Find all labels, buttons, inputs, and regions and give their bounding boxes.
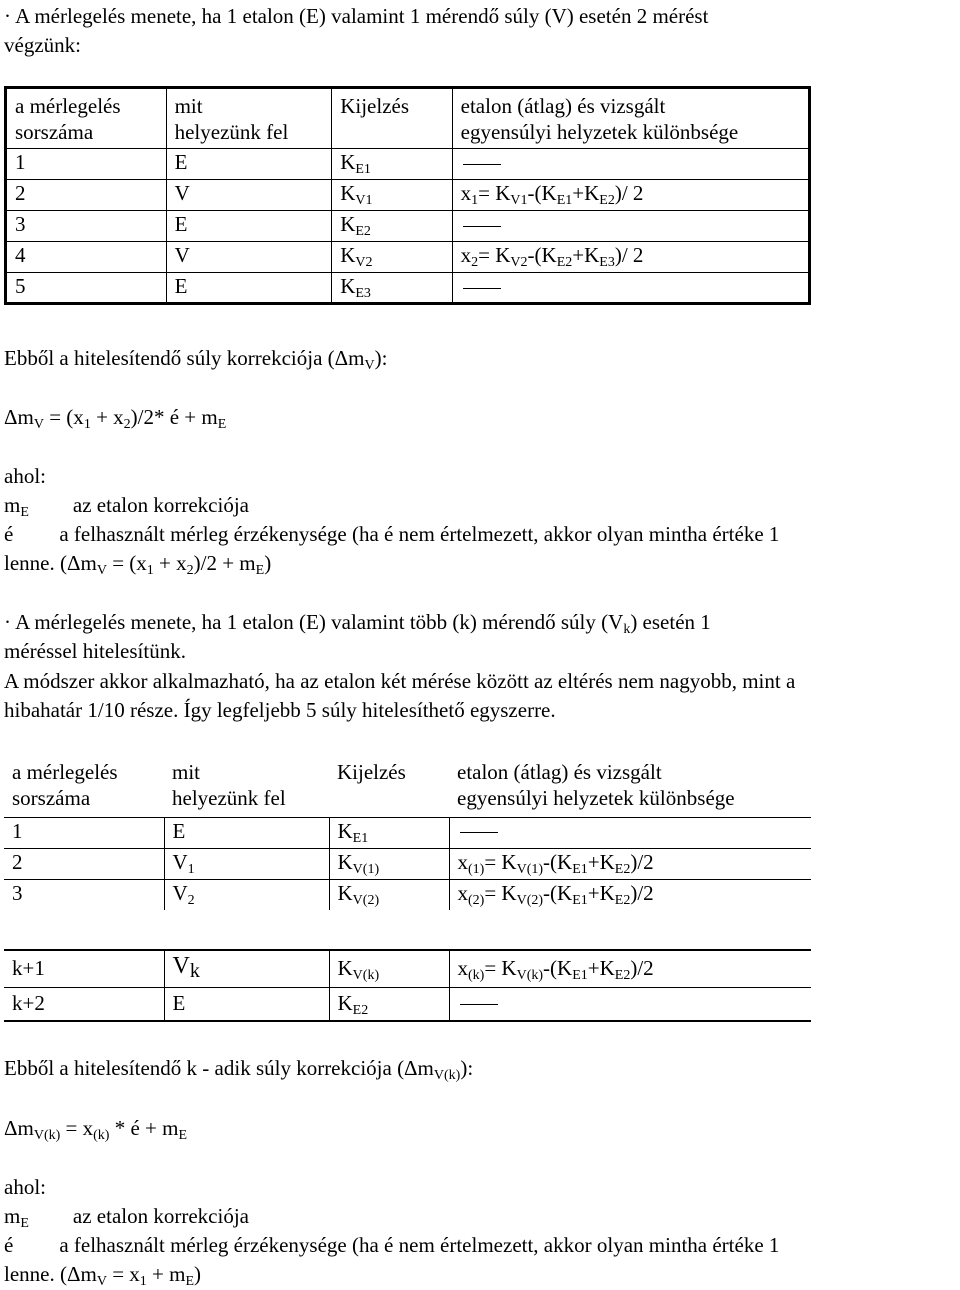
table-row: 5 E $K_{E3}$ (6, 273, 810, 304)
header-sequence: a mérlegelés sorszáma (12, 760, 118, 810)
dash-line (460, 1004, 498, 1005)
dash-line (460, 832, 498, 833)
e-definition-cont-1: lenne. $(\Delta m_V = (x_1 + x_2)/2 + m_E)$ (4, 551, 272, 578)
difference-formula: $x_2= K_{V2}-(K_{E2}+K_{E3})/$ 2 (452, 242, 809, 273)
table-header-row (4, 756, 811, 817)
table-row: 1 E $K_{E1}$ (6, 149, 810, 180)
difference-formula: $x_1= K_{V1}-(K_{E1}+K_{E2})/$ 2 (452, 180, 809, 211)
intro2-line3: A módszer akkor alkalmazható, ha az etalon két mérése között az eltérés nem nagyobb, mint a (4, 669, 796, 693)
header-display: Kijelzés (337, 760, 406, 784)
difference-formula: $x_{(1)}= K_{V(1)}-(K_{E1}+K_{E2})/2$ (449, 848, 811, 879)
correction-formula-2: $\Delta m_{V(k)} = x_{(k)}$ * é + $m_E$ (4, 1116, 188, 1143)
intro2-line1: · A mérlegelés menete, ha 1 etalon (E) valamint több (k) mérendő súly $(V_k)$ esetén 1 (4, 610, 711, 637)
measurement-table-2 (4, 756, 811, 910)
table-row: k+2 E $K_{E2}$ (4, 987, 811, 1021)
measurement-table-1 (4, 86, 811, 305)
intro1-line2: végzünk: (4, 33, 81, 57)
mE-definition-2: $m_E$ az etalon korrekciója (4, 1204, 249, 1231)
difference-formula: $x_{(2)}= K_{V(2)}-(K_{E1}+K_{E2})/2$ (449, 879, 811, 910)
table-row: 3 $V_2$ $K_{V(2)}$ $x_{(2)}= K_{V(2)}-(K_{E1}+K_{E2})/2$ (4, 879, 811, 910)
correction-intro-2: Ebből a hitelesítendő k - adik súly korrekciója $(\Delta m_{V(k)})$: (4, 1056, 474, 1083)
e-definition-cont-2: lenne. $(\Delta m_V = x_1 + m_E)$ (4, 1262, 202, 1289)
mE-definition-1: $m_E$ az etalon korrekciója (4, 493, 249, 520)
e-definition-2: é a felhasznált mérleg érzékenysége (ha é nem értelmezett, akkor olyan mintha értéke 1 (4, 1233, 780, 1257)
header-sequence: a mérlegelés sorszáma (6, 88, 167, 149)
intro2-line4: hibahatár 1/10 része. Így legfeljebb 5 súly hitelesíthető egyszerre. (4, 698, 556, 722)
ahol-label-2: ahol: (4, 1175, 46, 1199)
dash-line (463, 164, 501, 165)
table-row: 2 V $K_{V1}$ $x_1= K_{V1}-(K_{E1}+K_{E2})/$ 2 (6, 180, 810, 211)
e-definition-1: é a felhasznált mérleg érzékenysége (ha é nem értelmezett, akkor olyan mintha értéke 1 (4, 522, 780, 546)
header-difference: etalon (átlag) és vizsgált egyensúlyi helyzetek különbsége (457, 760, 735, 810)
difference-formula: $x_{(k)}= K_{V(k)}-(K_{E1}+K_{E2})/2$ (449, 950, 811, 987)
ahol-label-1: ahol: (4, 464, 46, 488)
header-display: Kijelzés (332, 88, 452, 149)
correction-intro-1: Ebből a hitelesítendő súly korrekciója $(\Delta m_V)$: (4, 346, 388, 373)
measurement-table-3 (4, 949, 811, 1022)
header-placed: mit helyezünk fel (172, 760, 286, 810)
table-row: k+1 $V_k$ $K_{V(k)}$ $x_{(k)}= K_{V(k)}-(K_{E1}+K_{E2})/2$ (4, 950, 811, 987)
table-row: 3 E $K_{E2}$ (6, 211, 810, 242)
dash-line (463, 288, 501, 289)
dash-line (463, 226, 501, 227)
intro1-line1: · A mérlegelés menete, ha 1 etalon (E) valamint 1 mérendő súly (V) esetén 2 mérést (4, 4, 709, 28)
table-row: 1 E $K_{E1}$ (4, 817, 811, 848)
table-row: 2 $V_1$ $K_{V(1)}$ $x_{(1)}= K_{V(1)}-(K_{E1}+K_{E2})/2$ (4, 848, 811, 879)
intro2-line2: méréssel hitelesítünk. (4, 639, 186, 663)
header-placed: mit helyezünk fel (166, 88, 332, 149)
header-difference: etalon (átlag) és vizsgált egyensúlyi helyzetek különbsége (452, 88, 809, 149)
correction-formula-1: $\Delta m_V = (x_1 + x_2)/2*$ é + $m_E$ (4, 405, 227, 432)
table-row: 4 V $K_{V2}$ $x_2= K_{V2}-(K_{E2}+K_{E3})/$ 2 (6, 242, 810, 273)
table-header-row (6, 88, 810, 149)
